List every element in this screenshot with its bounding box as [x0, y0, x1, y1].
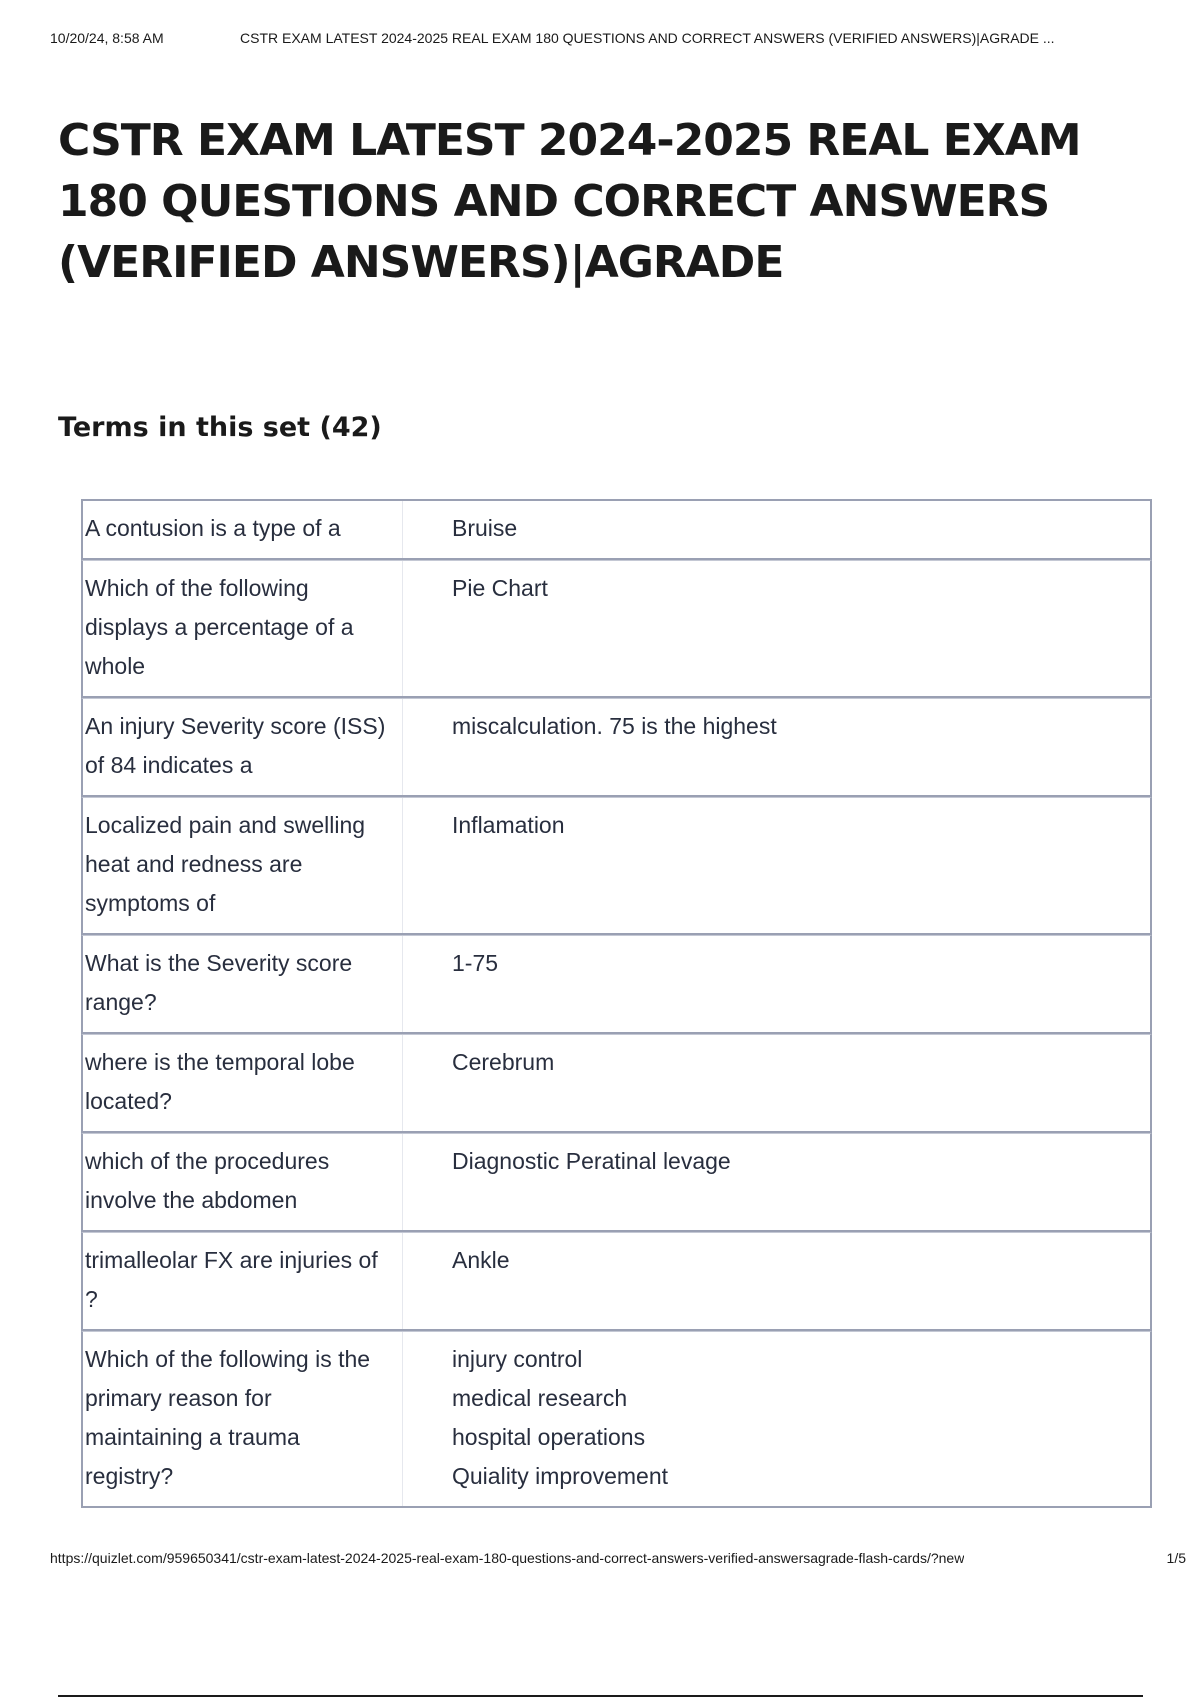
bottom-rule	[58, 1695, 1143, 1697]
definition-text	[403, 798, 1150, 933]
definition-line: Bruise	[452, 515, 518, 541]
term-row	[81, 1232, 1152, 1331]
definition-text	[403, 561, 1150, 696]
print-footer	[50, 1550, 1186, 1566]
terms-heading: Terms in this set (42)	[58, 412, 382, 443]
definition-text	[403, 1134, 1150, 1230]
definition-line: Pie Chart	[452, 575, 548, 601]
term-row	[81, 1331, 1152, 1508]
definition-line: miscalculation. 75 is the highest	[452, 713, 777, 739]
term-row	[81, 501, 1152, 560]
print-page-title: CSTR EXAM LATEST 2024-2025 REAL EXAM 180 QUESTIONS AND CORRECT ANSWERS (VERIFIED ANSWERS)|AGRADE ...	[240, 30, 1055, 46]
term-text: trimalleolar FX are injuries of ?	[83, 1233, 403, 1329]
page-url: https://quizlet.com/959650341/cstr-exam-latest-2024-2025-real-exam-180-questions-and-correct-answers-verified-answersagrade-flash-cards/?new	[50, 1550, 965, 1566]
term-text: Localized pain and swelling heat and redness are symptoms of	[83, 798, 403, 933]
definition-line: Ankle	[452, 1247, 510, 1273]
term-row	[81, 1034, 1152, 1133]
definition-line: Diagnostic Peratinal levage	[452, 1148, 731, 1174]
term-row	[81, 698, 1152, 797]
definition-text	[403, 1035, 1150, 1131]
term-row	[81, 560, 1152, 698]
term-text: A contusion is a type of a	[83, 501, 403, 558]
definition-text	[403, 501, 1150, 558]
definition-line: 1-75	[452, 950, 499, 976]
page-number: 1/5	[1166, 1550, 1186, 1566]
term-row	[81, 797, 1152, 935]
definition-line: Quiality improvement	[452, 1463, 669, 1489]
definition-line: hospital operations	[452, 1424, 646, 1450]
term-text: Which of the following displays a percentage of a whole	[83, 561, 403, 696]
term-text: Which of the following is the primary reason for maintaining a trauma registry?	[83, 1332, 403, 1506]
print-date: 10/20/24, 8:58 AM	[50, 30, 164, 46]
definition-text	[403, 1233, 1150, 1329]
definition-line: injury control	[452, 1346, 583, 1372]
definition-line: Inflamation	[452, 812, 565, 838]
term-row	[81, 935, 1152, 1034]
definition-line: Cerebrum	[452, 1049, 555, 1075]
terms-table	[81, 499, 1152, 1508]
term-text: where is the temporal lobe located?	[83, 1035, 403, 1131]
term-text: What is the Severity score range?	[83, 936, 403, 1032]
set-title: CSTR EXAM LATEST 2024-2025 REAL EXAM 180 QUESTIONS AND CORRECT ANSWERS (VERIFIED ANSWERS)|AGRADE	[58, 115, 1081, 288]
term-text: which of the procedures involve the abdomen	[83, 1134, 403, 1230]
definition-text	[403, 699, 1150, 795]
term-text: An injury Severity score (ISS) of 84 indicates a	[83, 699, 403, 795]
definition-line: medical research	[452, 1385, 628, 1411]
term-row	[81, 1133, 1152, 1232]
print-header	[50, 30, 1178, 46]
definition-text	[403, 936, 1150, 1032]
definition-text	[403, 1332, 1150, 1506]
